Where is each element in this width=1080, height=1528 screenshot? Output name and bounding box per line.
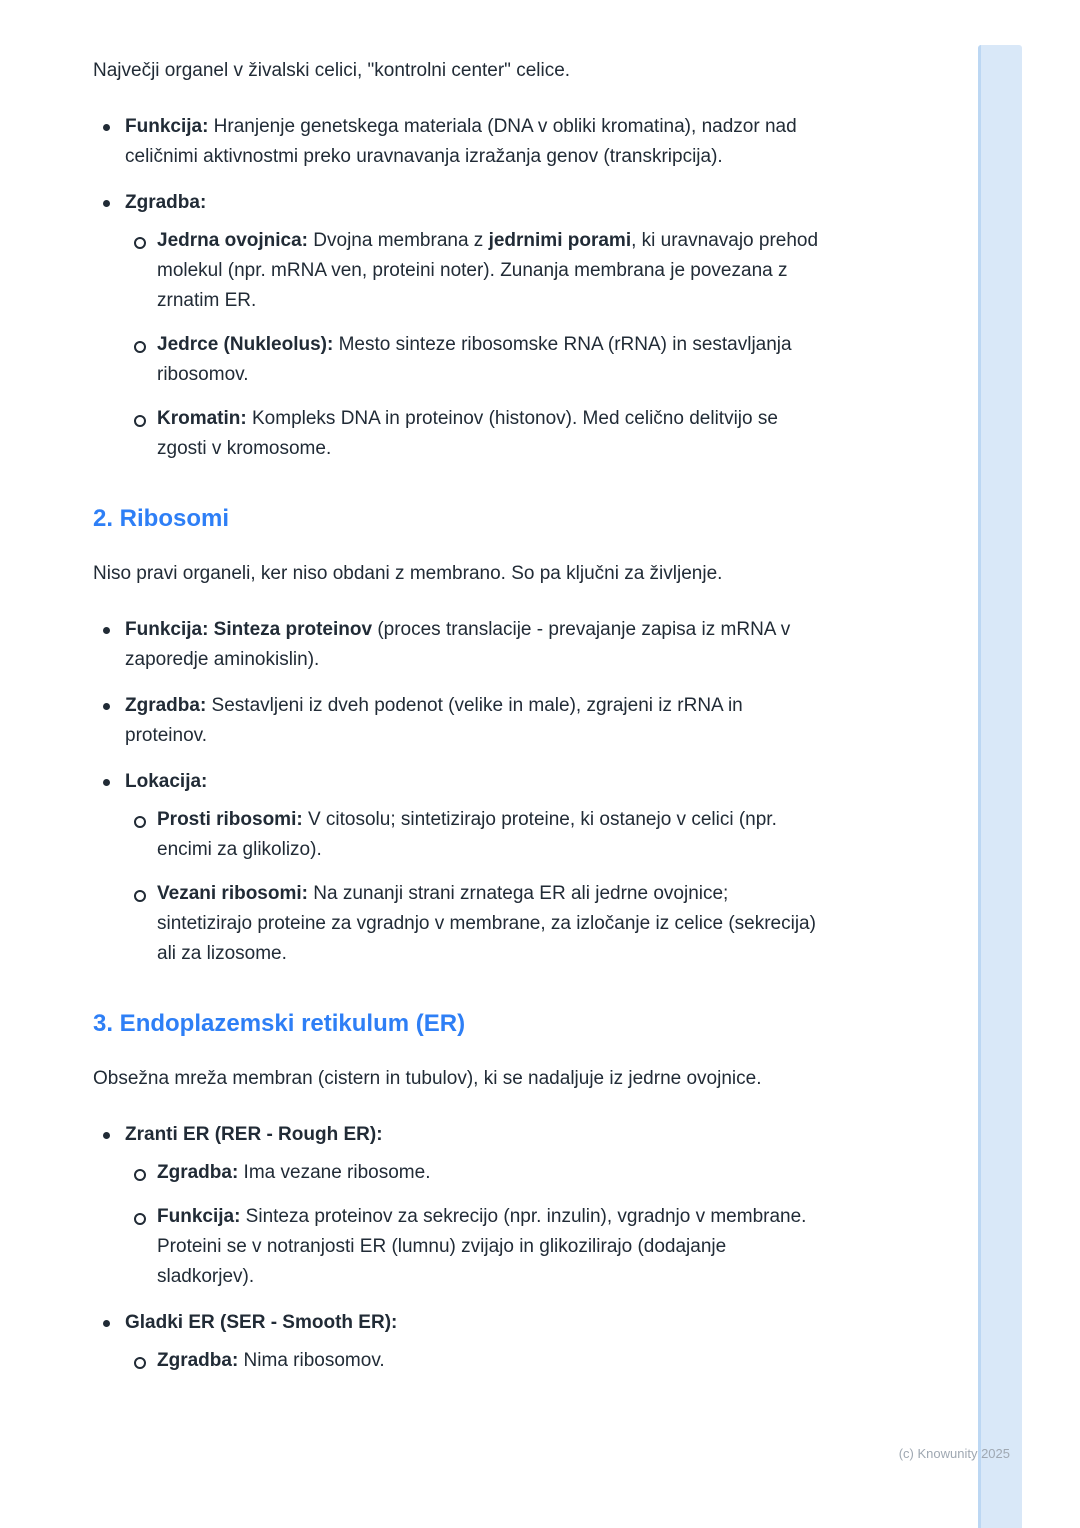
nucleus-zgradba-sublist: [125, 226, 821, 464]
list-item-text: Zranti ER (RER - Rough ER):: [125, 1124, 383, 1145]
sublist-item-jedrce: [125, 330, 821, 390]
ribosomes-lokacija-sublist: [125, 805, 821, 969]
section-heading-er: 3. Endoplazemski retikulum (ER): [93, 1010, 466, 1037]
list-item-lokacija: [93, 767, 821, 969]
list-item-zgradba: [93, 188, 821, 464]
nucleus-bullet-list: [93, 112, 821, 464]
sublist-item-text: Vezani ribosomi: Na zunanji strani zrnatega ER ali jedrne ovojnice; sintetizirajo proteine za vgradnjo v membrane, za izločanje iz celice (sekrecija) ali za lizosome.: [157, 883, 816, 964]
list-item-zgradba: [93, 691, 821, 751]
scrollbar-track[interactable]: [978, 45, 1022, 1528]
list-item-text: Lokacija:: [125, 771, 208, 792]
sublist-item-rer-funkcija: [125, 1202, 821, 1292]
list-item-text: Zgradba: Sestavljeni iz dveh podenot (velike in male), zgrajeni iz rRNA in proteinov.: [125, 695, 743, 746]
list-item-text: Zgradba:: [125, 192, 207, 213]
er-bullet-list: [93, 1120, 821, 1376]
sublist-item-text: Jedrce (Nukleolus): Mesto sinteze ribosomske RNA (rRNA) in sestavljanja ribosomov.: [157, 334, 792, 385]
sublist-item-prosti-ribosomi: [125, 805, 821, 865]
document-content: [93, 56, 821, 1392]
sublist-item-text: Kromatin: Kompleks DNA in proteinov (histonov). Med celično delitvijo se zgosti v kromosome.: [157, 408, 778, 459]
ribosomes-intro-paragraph: Niso pravi organeli, ker niso obdani z membrano. So pa ključni za življenje.: [93, 563, 723, 584]
sublist-item-text: Jedrna ovojnica: Dvojna membrana z jedrnimi porami, ki uravnavajo prehod molekul (npr. mRNA ven, proteini noter). Zunanja membrana je povezana z zrnatim ER.: [157, 230, 819, 311]
section-heading-ribosomi: 2. Ribosomi: [93, 505, 230, 532]
copyright-watermark: (c) Knowunity 2025: [898, 1446, 1010, 1461]
sublist-item-text: Funkcija: Sinteza proteinov za sekrecijo (npr. inzulin), vgradnjo v membrane. Proteini se v notranjosti ER (lumnu) zvijajo in glikozilirajo (dodajanje sladkorjev).: [157, 1206, 807, 1287]
nucleus-intro-paragraph: Največji organel v živalski celici, "kontrolni center" celice.: [93, 60, 571, 81]
list-item-rer: [93, 1120, 821, 1292]
list-item-funkcija: [93, 112, 821, 172]
sublist-item-kromatin: [125, 404, 821, 464]
sublist-item-jedrna-ovojnica: [125, 226, 821, 316]
er-rer-sublist: [125, 1158, 821, 1292]
list-item-text: Funkcija: Sinteza proteinov (proces translacije - prevajanje zapisa iz mRNA v zaporedje aminokislin).: [125, 619, 791, 670]
sublist-item-text: Zgradba: Nima ribosomov.: [157, 1350, 385, 1371]
sublist-item-rer-zgradba: [125, 1158, 821, 1188]
ribosomes-bullet-list: [93, 615, 821, 969]
list-item-text: Funkcija: Hranjenje genetskega materiala (DNA v obliki kromatina), nadzor nad celičnimi aktivnostmi preko uravnavanja izražanja genov (transkripcija).: [125, 116, 797, 167]
er-intro-paragraph: Obsežna mreža membran (cistern in tubulov), ki se nadaljuje iz jedrne ovojnice.: [93, 1068, 762, 1089]
list-item-ser: [93, 1308, 821, 1376]
sublist-item-vezani-ribosomi: [125, 879, 821, 969]
sublist-item-text: Zgradba: Ima vezane ribosome.: [157, 1162, 431, 1183]
list-item-funkcija: [93, 615, 821, 675]
sublist-item-ser-zgradba: [125, 1346, 821, 1376]
list-item-text: Gladki ER (SER - Smooth ER):: [125, 1312, 398, 1333]
sublist-item-text: Prosti ribosomi: V citosolu; sintetizirajo proteine, ki ostanejo v celici (npr. encimi za glikolizo).: [157, 809, 777, 860]
er-ser-sublist: [125, 1346, 821, 1376]
